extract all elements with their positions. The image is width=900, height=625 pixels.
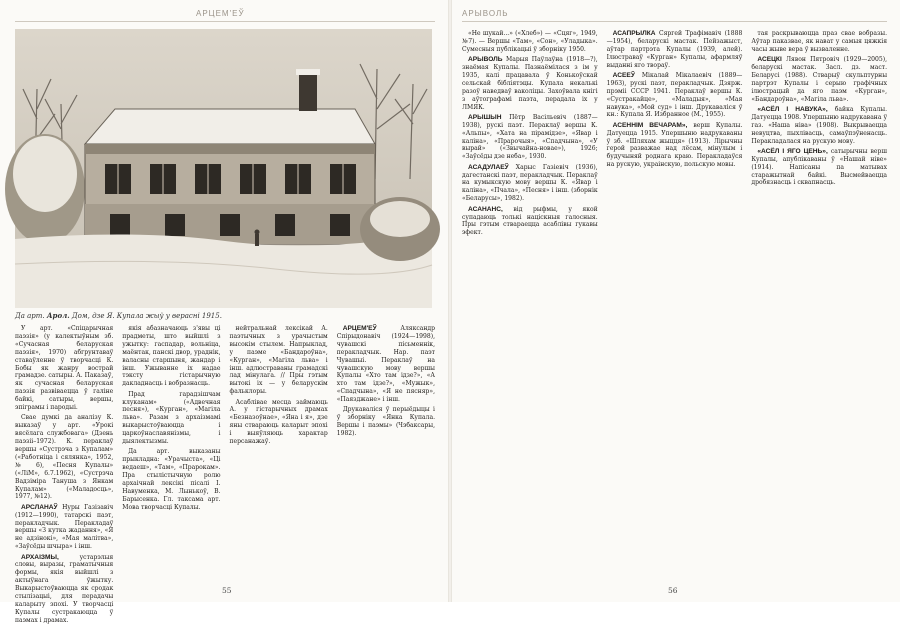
- entry: «АСЁЛ І ЯГО ЦЕНЬ», сатырычны верш Купалы, апублікаваны ў «Нашай ніве» (1914). Напісаны па матывах старажытнай байкі. Высмейваецца дробязнасць і сквапнасць.: [751, 147, 888, 187]
- left-column-3: [230, 325, 328, 580]
- entry: АСЕННІМ ВЕЧАРАМ», верш Купалы. Датуецца 1915. Упершыню надрукаваны ў зб. «Шляхам жыцця» (1913). Лірычны герой разважае над лёсам, мінулым і будучыняй роднага краю. Перакладаўся на рускую, украінскую, польскую мовы.: [606, 121, 743, 169]
- running-head-right: АРЫВОЛЬ: [462, 9, 509, 18]
- entry: АСЕЦКІ Лявон Пятровіч (1929—2005), беларускі мастак. Засл. дз. маст. Беларусі (1988). Стварыў скульптурны партрэт Купалы і серыю графічных ілюстрацый да яго паэм «Курган», «Бандароўна», «Магіла льва».: [751, 56, 888, 103]
- entry: АСАНАНС, від рыфмы, у якой супадаюць толькі націскныя галосныя. Пры гэтым ствараецца асаблівы гукавы эфект.: [462, 205, 598, 237]
- right-page: [450, 0, 900, 602]
- entry: АСАПРЫЛКА Сяргей Трафімавіч (1888—1954), беларускі мастак. Пейзажыст, аўтар партрэта Купалы (1939, алей). Ілюстраваў «Курган» Купалы, афармляў выданні яго твораў.: [606, 30, 743, 69]
- entry: Прад гарадзішчам клуканам» («Адвечная песня»), «Курган», «Магіла льва». Разам з архаізмамі выкарыстоўваюцца і царкоўнаславянізмы, і дыялектызмы.: [122, 390, 221, 446]
- right-text-columns: [462, 30, 887, 580]
- photo-caption: [15, 311, 432, 320]
- caption-text: Дом, дзе Я. Купала жыў у верасні 1915.: [71, 312, 222, 320]
- entry: Свае думкі да аналізу К. выказаў у арт. «Урокі вясёлага службовага» (Дзень паэзіі–1972). К. пераклаў вершы «Сустрэча з Купалам» («Работніца і сялянка», 1952, № 6), «Песня Купалы» («ЛіМ», 6.7.1962), «Сустрэча Вадзіміра Тануша з Янкам Купалам» («Маладосць», 1977, №12).: [15, 414, 114, 501]
- running-head-left: АРЦЕМ'ЕЎ: [196, 9, 245, 18]
- page-number-right: 56: [668, 586, 678, 595]
- left-page: [0, 0, 450, 624]
- entry: АСАДУЛАЕЎ Харыс Газіевіч (1936), дагестанскі паэт, перакладчык. Пераклаў на кумыкскую мову вершы К. «Явар і каліна», «Пчала», «Песня» і інш. (зборнік «Беларусы», 1982).: [462, 163, 598, 203]
- right-column-1: [462, 30, 598, 580]
- entry: АРСЛАНАЎ Нуры Газізавіч (1912—1990), татарскі паэт, перакладчык. Перакладаў вершы «З кутка жадання», «Я не адзінокі», «Мая малітва», «Заўсёды шчыра» і інш.: [15, 503, 114, 551]
- left-column-1: [15, 325, 114, 624]
- entry: У арт. «Спіцарычная паэзія» (у калектыўным зб. «Сучасная беларуская паэзія», 1970) абгрунтаваў ставаўленне ў творчасці К. Бобы як жанру вострай грамадзе. сатыры. А. Паказаў, як сучасная беларуская паэзія развіваецца ў галіне байкі, сатыры, вершы, эпіграмы і пародыі.: [15, 325, 114, 412]
- page-number-left: 55: [222, 586, 232, 595]
- entry: якія абазначаюць з'явы ці прадметы, што выйшлі з ужытку: гаспадар, вольніца, маёнтак, панскі двор, ураднік, валасны старшыня, жандар і інш. Ужыванне іх надае тэксту гістарычную дакладнасць і вобразнасць.: [122, 325, 221, 388]
- archival-photo: [15, 29, 432, 308]
- left-column-4: [337, 325, 435, 580]
- entry: Друкаваліся ў перыёдыцы і ў зборніку «Янка Купала. Вершы і паэмы» (Чэбаксары, 1982).: [336, 406, 435, 438]
- right-column-3: [751, 30, 887, 580]
- entry: тая раскрываюцца праз свае вобразы. Аўтар паказвае, як нават у самыя цяжкія часы жыве вера ў вызваленне.: [751, 30, 888, 53]
- photo-house-in-snow: [15, 29, 432, 308]
- left-column-2: [122, 325, 220, 580]
- entry: АСЕЕЎ Мікалай Мікалаевіч (1889—1963), рускі паэт, перакладчык. Дзярж. прэміі СССР 1941. Пераклаў вершы К. «Сустракайце», «Маладыя», «Мая навука», «Мой суд» і інш. Друкаваліся ў кн.: Купала Я. Избранное (М., 1955).: [606, 71, 743, 119]
- entry: АРЫШЫН Пётр Васільевіч (1887—1938), рускі паэт. Пераклаў вершы К. «Альпы», «Хата на пірамідзе», «Явар і каліна», «Прарочыя», «Спадчына», «У вырай» («Звычайна-новае»), 1926; «Заўсёды дзе неба», 1930.: [462, 113, 598, 161]
- entry: «АСЁЛ І НАВУКА», байка Купалы. Датуецца 1908. Упершыню надрукавана ў газ. «Наша ніва» (1908). Выкрываецца невуцтва, пыхлівасць, самаўпэўненасць. Перакладалася на рускую мову.: [751, 105, 888, 145]
- caption-place: Арол.: [46, 311, 70, 320]
- right-column-2: [607, 30, 743, 580]
- header-rule-right: [462, 21, 887, 22]
- header-rule-left: [15, 21, 435, 22]
- entry: Асаблівае месца займаюць А. у гістарычных драмах «Безназоўнае», «Яна і я», дзе яны ствараюць каларыт эпохі і выяўляюць характар персанажаў.: [229, 398, 328, 446]
- entry: АРЦЕМ'ЕЎ Аляксандр Спірыдонавіч (1924—1998), чувашскі пісьменнік, перакладчык. Нар. паэт Чувашыі. Пераклаў на чувашскую мову вершы Купалы «Хто там ідзе?», «А хто там ідзе?», «Мужык», «Спадчына», «Я не пясняр», «Паязджане» і інш.: [336, 325, 435, 404]
- entry: «Не шукай...» («Хлеб») — «Сцяг», 1949, №7). — Вершы «Там», «Сон», «Уладыка». Сумесныя публікацыі ў зборніку 1950.: [462, 30, 598, 53]
- entry: нейтральнай лексікай А. паэтычных з урачыстым высокім стылем. Напрыклад, у паэме «Бандароўна», «Курган», «Магіла льва» і інш. адлюстраваны грамадскі лад мінулага. // Пры гэтым вытокі іх — у беларускім фальклоры.: [229, 325, 328, 396]
- caption-prefix: Да арт.: [15, 312, 45, 320]
- entry: АРЫВОЛЬ Марыя Паўлаўна (1918—?), знаёмая Купалы. Пазнаёмілася з ім у 1935, калі працавала ў Конькоўскай сельскай бібліятэцы. Купала некалькі разоў наведваў ваколіцы. Захоўвала кнігі з аўтографамі паэта, перадала іх у ЛМЯК.: [462, 56, 598, 111]
- entry: АРХАІЗМЫ, устарэлыя словы, выразы, граматычныя формы, якія выйшлі з актыўнага ўжытку. Выкарыстоўваюцца як сродак стылізацыі, для перадачы каларыту эпохі. У творчасці Купалы сустракаюцца ў паэмах і драмах.: [15, 553, 114, 624]
- entry: Да арт. выказаны прыкладна: «Урачыста», «Ці ведаеш», «Там», «Прарокам». Пра стылістычную ролю архаічнай лексікі пісалі І. Навуменка, М. Лынькоў, В. Барысенка. Гл. таксама арт. Мова творчасці Купалы.: [122, 448, 221, 511]
